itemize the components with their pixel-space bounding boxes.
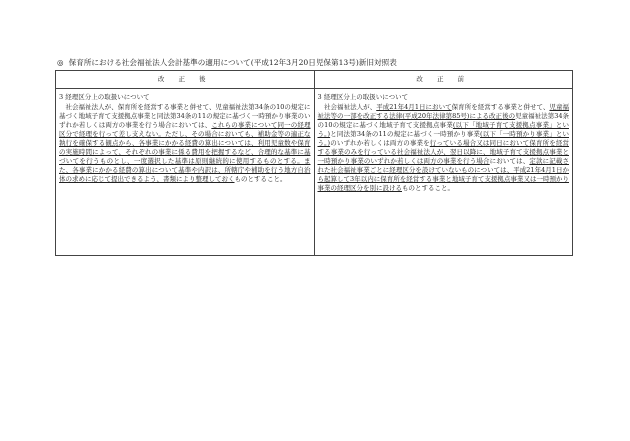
underlined-text-segment: (以下「一時預かり事業」という。) (317, 130, 569, 147)
document-heading (57, 58, 587, 68)
underlined-text-segment: 行っている場合又は同日において保育所を経営する事業のみを行っている社会福祉法人が、翌日以降に、地域子育て支援拠点事業と一時預かり事業のいずれか若しくは両方の事業を行う場合 (317, 139, 570, 165)
underlined-text-segment: これらの事業について同一の経理区分で経理を行って差し支えない。ただし、その場合においても、補助金等の適正な執行を確保する観点から、各事業にかかる経費の算出については、利用児童数や保育の実施時間によって、それぞれの事業に係る費用を把握するなど、合理的な基準に基づいてを行うものとし、一度選択した基準は原則継続的に使用するものとする。また、各事業にかかる経費の算出について基準や内訳は、所轄庁や補助を行う地方自治体の求めに応じて提出できるよう、書類により整理しておく (59, 121, 311, 183)
table-header-row (56, 71, 573, 89)
current-cell (314, 89, 573, 256)
revised-body-text (59, 103, 311, 184)
text-segment: 社会福祉法人が、 (324, 103, 377, 111)
text-segment: ものとすること。 (402, 184, 454, 192)
revised-cell (56, 89, 315, 256)
revised-section-title: 3 経理区分上の取扱いについて (59, 93, 150, 101)
text-segment: においては、 (489, 157, 530, 165)
current-column-header: 改 正 前 (314, 71, 573, 89)
current-body-text (318, 103, 570, 193)
underlined-text-segment: 児童福祉法等の一部を改正する法律(平成20年法律第85号)による改正後の (317, 103, 570, 120)
text-segment: 社会福祉法人が、保育所を経営する事業と併せて、児童福祉法第34条の10の規定に基づく地域子育て支援拠点事業と同法第34条の11の規定に基づく一時預かり事業のいずれか若しくは両方の事業を行う場合においては、 (59, 103, 311, 129)
text-segment: のいずれか若しくは両方の事業を (330, 139, 430, 147)
text-segment: 保育所を経営する事業と併せて、 (451, 103, 550, 111)
text-segment: と同法第34条の11の規定に基づく一時預かり事業 (330, 130, 481, 138)
current-section-title: 3 経理区分上の取扱いについて (317, 93, 409, 101)
comparison-table (55, 70, 573, 256)
double-circle-mark: ◎ (57, 58, 64, 67)
table-row (56, 89, 573, 256)
text-segment: ものとすること。 (234, 175, 287, 183)
text-segment: 児童福祉法第34条の10の規定に基づく地域子育て支援拠点事業 (317, 112, 569, 129)
revised-column-header: 改 正 後 (56, 71, 315, 89)
underlined-text-segment: (以下「地域子育て支援拠点事業」という。) (317, 121, 569, 138)
document-title: 保育所における社会福祉法人会計基準の適用について(平成12年3月20日児保第13号)新旧対照表 (68, 58, 397, 67)
underlined-text-segment: 定款に記載された社会福祉事業ごとに経理区分を設けていないものについては、平成21年4月1日から起算して3年以内に保育所を経営する事業と地域子育て支援拠点事業又は一時預かり事業の経理区分を別に設ける (317, 157, 570, 192)
underlined-text-segment: 平成21年4月1日において (376, 103, 452, 111)
